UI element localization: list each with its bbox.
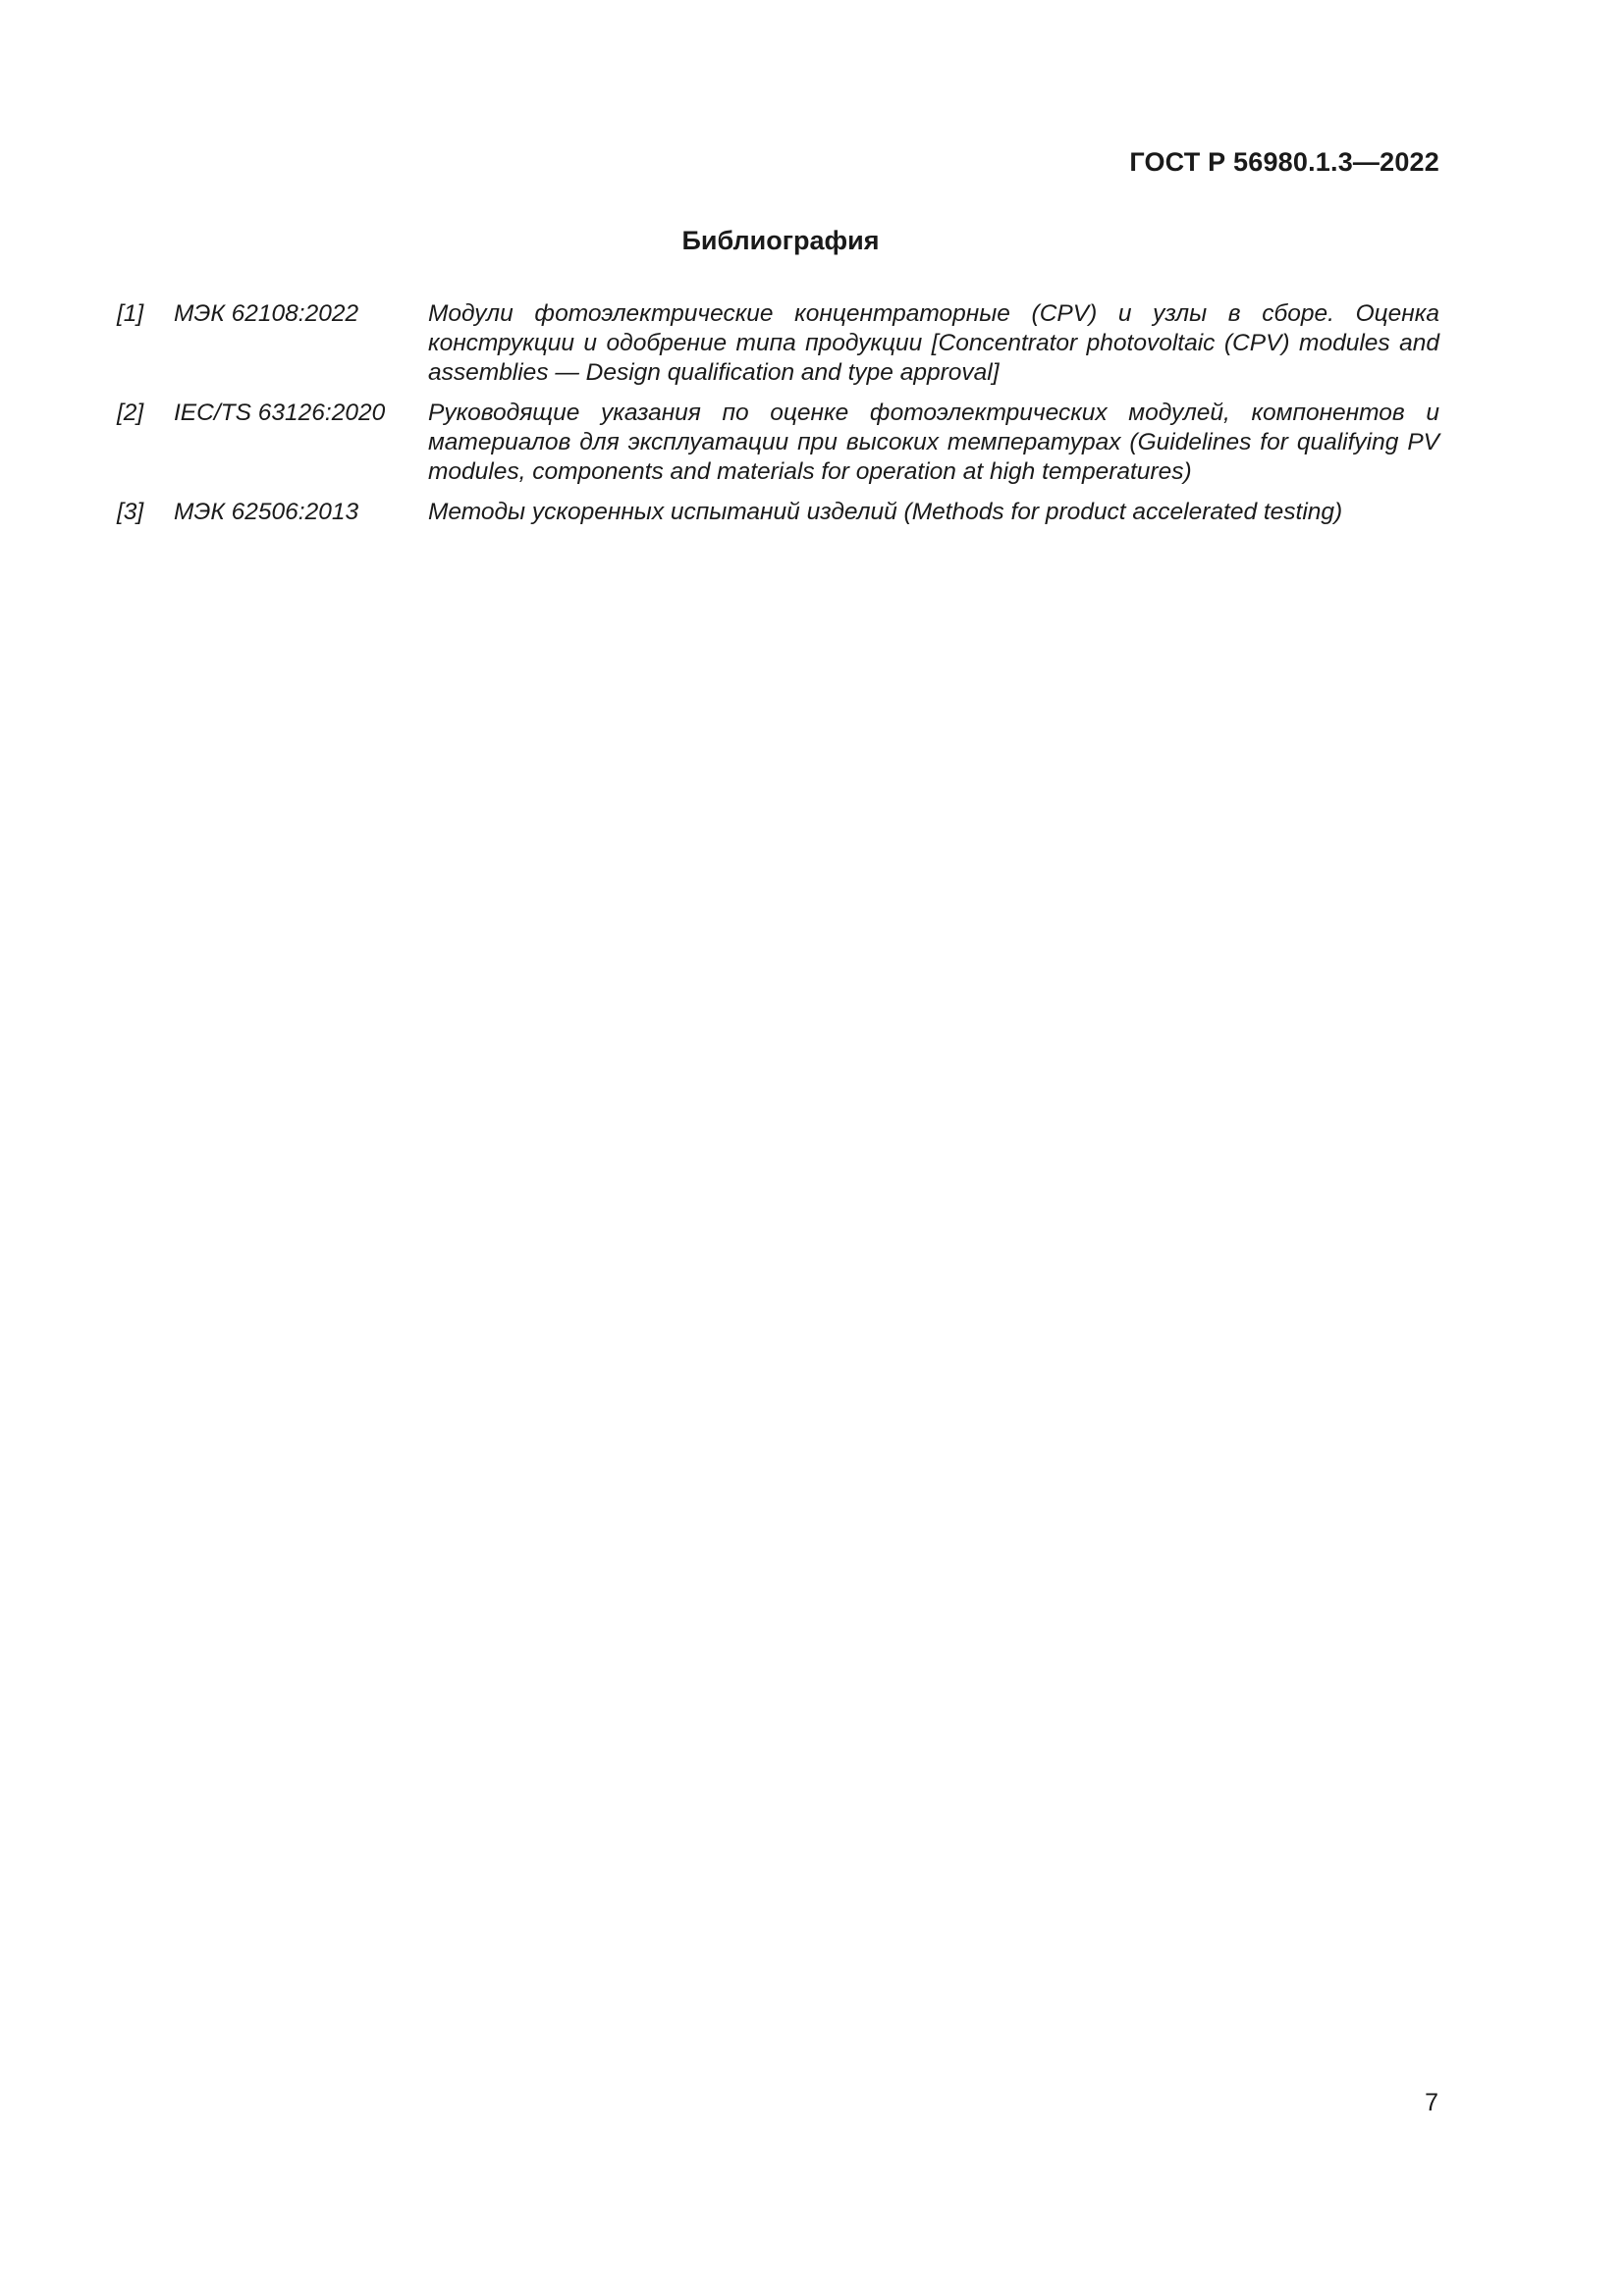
entry-standard-ref: IEC/TS 63126:2020 — [174, 400, 386, 426]
entry-number: [1] — [117, 300, 144, 327]
entry-standard-ref: МЭК 62108:2022 — [174, 300, 359, 327]
bibliography-entry — [117, 399, 1439, 487]
entry-number: [2] — [117, 400, 144, 426]
bibliography-entry — [117, 498, 1439, 527]
entry-number: [3] — [117, 499, 144, 525]
bibliography-list — [117, 299, 1439, 538]
document-code: ГОСТ Р 56980.1.3—2022 — [1129, 147, 1439, 177]
entry-title: Модули фотоэлектрические концентраторные (CPV) и узлы в сборе. Оценка конструкции и одобрение типа продукции [Concentrator photovoltaic (CPV) modules and assemblies — Design qualification and type approval] — [428, 300, 1439, 386]
entry-title: Руководящие указания по оценке фотоэлектрических модулей, компонентов и материалов для эксплуатации при высоких температурах (Guidelines for qualifying PV modules, components and materials for operation at high temperatures) — [428, 400, 1439, 485]
bibliography-entry — [117, 299, 1439, 388]
entry-title: Методы ускоренных испытаний изделий (Methods for product accelerated testing) — [428, 499, 1343, 525]
page-number: 7 — [1425, 2089, 1438, 2116]
entry-standard-ref: МЭК 62506:2013 — [174, 499, 359, 525]
section-title: Библиография — [681, 226, 880, 255]
